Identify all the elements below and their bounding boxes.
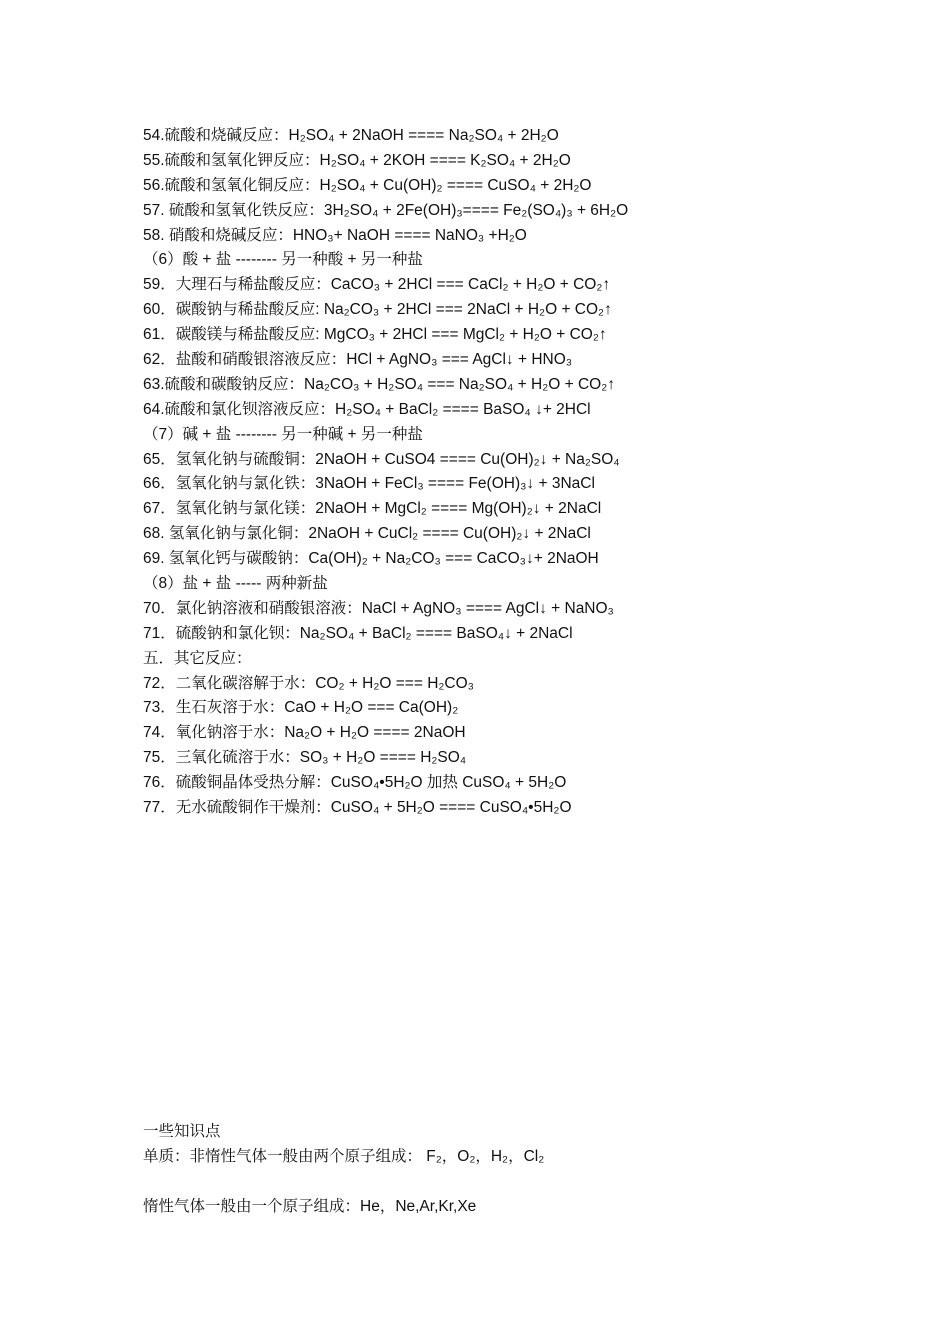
reaction-line-74: 74．氧化钠溶于水：Na₂O + H₂O ==== 2NaOH bbox=[143, 724, 466, 742]
reaction-line-59: 59．大理石与稀盐酸反应：CaCO₃ + 2HCl === CaCl₂ + H₂O + CO₂↑ bbox=[143, 276, 611, 294]
knowledge-line-diatomic: 单质：非惰性气体一般由两个原子组成： F₂，O₂，H₂，Cl₂ bbox=[143, 1147, 545, 1165]
reaction-line-72: 72．二氧化碳溶解于水：CO₂ + H₂O === H₂CO₃ bbox=[143, 674, 474, 692]
reaction-line-73: 73．生石灰溶于水：CaO + H₂O === Ca(OH)₂ bbox=[143, 699, 459, 717]
reaction-line-68: 68. 氢氧化钠与氯化铜：2NaOH + CuCl₂ ==== Cu(OH)₂↓ + 2NaCl bbox=[143, 525, 591, 543]
section-heading-acid-salt: （6）酸 + 盐 -------- 另一种酸 + 另一种盐 bbox=[143, 251, 423, 269]
section-heading-base-salt: （7）碱 + 盐 -------- 另一种碱 + 另一种盐 bbox=[143, 425, 423, 443]
reaction-line-63: 63.硫酸和碳酸钠反应：Na₂CO₃ + H₂SO₄ === Na₂SO₄ + H₂O + CO₂↑ bbox=[143, 375, 615, 393]
reaction-line-66: 66．氢氧化钠与氯化铁：3NaOH + FeCl₃ ==== Fe(OH)₃↓ + 3NaCl bbox=[143, 475, 595, 493]
reaction-line-54: 54.硫酸和烧碱反应：H₂SO₄ + 2NaOH ==== Na₂SO₄ + 2H₂O bbox=[143, 127, 559, 144]
reaction-line-55: 55.硫酸和氢氧化钾反应：H₂SO₄ + 2KOH ==== K₂SO₄ + 2H₂O bbox=[143, 151, 571, 169]
reaction-line-56: 56.硫酸和氢氧化铜反应：H₂SO₄ + Cu(OH)₂ ==== CuSO₄ + 2H₂O bbox=[143, 176, 592, 194]
reaction-line-64: 64.硫酸和氯化钡溶液反应：H₂SO₄ + BaCl₂ ==== BaSO₄ ↓+ 2HCl bbox=[143, 400, 591, 418]
reaction-line-57: 57. 硫酸和氢氧化铁反应：3H₂SO₄ + 2Fe(OH)₃==== Fe₂(SO₄)₃ + 6H₂O bbox=[143, 201, 629, 219]
reaction-line-69: 69. 氢氧化钙与碳酸钠：Ca(OH)₂ + Na₂CO₃ === CaCO₃↓+ 2NaOH bbox=[143, 550, 599, 568]
knowledge-heading: 一些知识点 bbox=[143, 1123, 221, 1140]
section-heading-other: 五．其它反应： bbox=[143, 649, 252, 667]
reaction-line-76: 76．硫酸铜晶体受热分解：CuSO₄•5H₂O 加热 CuSO₄ + 5H₂O bbox=[143, 774, 567, 792]
reaction-line-65: 65．氢氧化钠与硫酸铜：2NaOH + CuSO4 ==== Cu(OH)₂↓ + Na₂SO₄ bbox=[143, 450, 620, 468]
reaction-line-71: 71．硫酸钠和氯化钡：Na₂SO₄ + BaCl₂ ==== BaSO₄↓ + 2NaCl bbox=[143, 624, 573, 642]
reaction-list bbox=[143, 124, 903, 821]
section-heading-salt-salt: （8）盐 + 盐 ----- 两种新盐 bbox=[143, 575, 328, 593]
knowledge-line-monatomic: 惰性气体一般由一个原子组成：He，Ne,Ar,Kr,Xe bbox=[143, 1197, 477, 1215]
reaction-line-77: 77．无水硫酸铜作干燥剂：CuSO₄ + 5H₂O ==== CuSO₄•5H₂O bbox=[143, 799, 572, 817]
reaction-line-62: 62．盐酸和硝酸银溶液反应：HCl + AgNO₃ === AgCl↓ + HNO₃ bbox=[143, 351, 573, 369]
reaction-line-70: 70．氯化钠溶液和硝酸银溶液：NaCl + AgNO₃ ==== AgCl↓ + NaNO₃ bbox=[143, 599, 614, 617]
reaction-line-58: 58. 硝酸和烧碱反应：HNO₃+ NaOH ==== NaNO₃ +H₂O bbox=[143, 226, 527, 244]
reaction-line-75: 75．三氧化硫溶于水：SO₃ + H₂O ==== H₂SO₄ bbox=[143, 749, 467, 767]
blank-line bbox=[143, 1170, 903, 1195]
reaction-line-60: 60．碳酸钠与稀盐酸反应: Na₂CO₃ + 2HCl === 2NaCl + H₂O + CO₂↑ bbox=[143, 301, 612, 319]
reaction-line-61: 61．碳酸镁与稀盐酸反应: MgCO₃ + 2HCl === MgCl₂ + H₂O + CO₂↑ bbox=[143, 326, 607, 344]
knowledge-section bbox=[143, 1120, 903, 1220]
reaction-line-67: 67．氢氧化钠与氯化镁：2NaOH + MgCl₂ ==== Mg(OH)₂↓ + 2NaCl bbox=[143, 500, 602, 518]
